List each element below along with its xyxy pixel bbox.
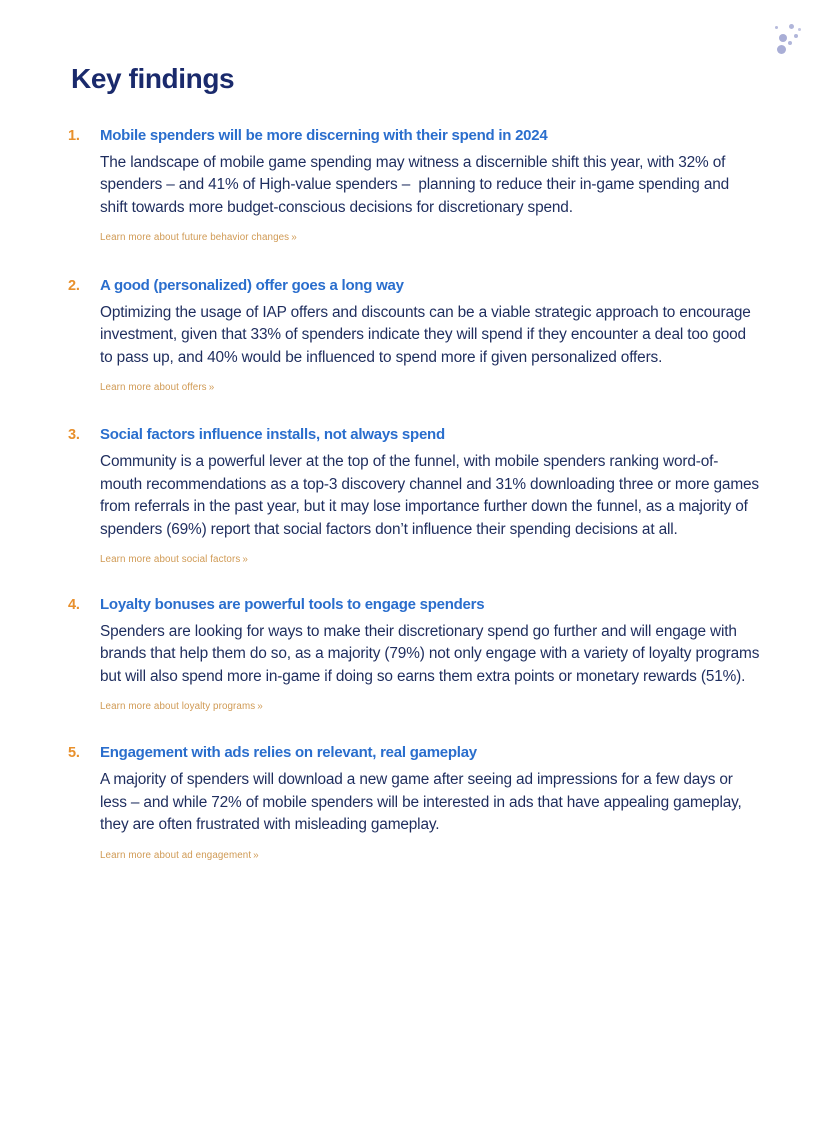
dot-icon	[777, 45, 786, 54]
learn-more-label: Learn more about loyalty programs	[100, 701, 256, 713]
finding-number: 2.	[68, 278, 80, 295]
learn-more-label: Learn more about ad engagement	[100, 849, 252, 861]
finding-heading: Mobile spenders will be more discerning with their spend in 2024	[100, 127, 548, 144]
finding-number: 3.	[68, 427, 80, 444]
finding-item	[0, 596, 832, 714]
finding-heading: Social factors influence installs, not always spend	[100, 426, 445, 444]
double-chevron-right-icon: ››	[253, 849, 258, 861]
double-chevron-right-icon: ››	[291, 232, 296, 244]
key-findings-list	[0, 127, 832, 863]
finding-number: 5.	[68, 745, 80, 762]
finding-heading: A good (personalized) offer goes a long way	[100, 277, 404, 295]
finding-body: The landscape of mobile game spending may witness a discernible shift this year, with 32% of spenders – and 41% of High-value spenders – planning to reduce their in-game spending and shift towards more budget-conscious decisions for discretionary spend.	[100, 153, 734, 216]
learn-more-link[interactable]	[100, 382, 213, 395]
dot-icon	[775, 26, 778, 29]
finding-item	[0, 426, 832, 567]
dot-cluster-decoration-icon	[770, 22, 810, 58]
dot-icon	[789, 24, 794, 29]
finding-body: Spenders are looking for ways to make their discretionary spend go further and will engage with brands that help them do so, as a majority (79%) not only engage with a variety of loyalty programs but will also spend more in-game if doing so earns them extra points or monetary rewards (51%).	[100, 622, 764, 685]
dot-icon	[779, 34, 787, 42]
finding-item	[0, 277, 832, 395]
double-chevron-right-icon: ››	[242, 554, 247, 566]
finding-body: A majority of spenders will download a new game after seeing ad impressions for a few days or less – and while 72% of mobile spenders will be interested in ads that have appealing gameplay, they are often frustrated with misleading gameplay.	[100, 771, 746, 834]
learn-more-label: Learn more about offers	[100, 382, 207, 394]
finding-item	[0, 744, 832, 862]
learn-more-link[interactable]	[100, 701, 262, 714]
dot-icon	[788, 41, 792, 45]
double-chevron-right-icon: ››	[208, 382, 214, 394]
learn-more-link[interactable]	[100, 554, 247, 567]
double-chevron-right-icon: ››	[257, 701, 262, 713]
finding-heading: Loyalty bonuses are powerful tools to engage spenders	[100, 596, 485, 614]
learn-more-link[interactable]	[100, 850, 258, 863]
learn-more-label: Learn more about social factors	[100, 554, 241, 566]
dot-icon	[798, 28, 801, 31]
finding-heading: Engagement with ads relies on relevant, real gameplay	[100, 744, 477, 762]
finding-body: Community is a powerful lever at the top of the funnel, with mobile spenders ranking word-of-mouth recommendations as a top-3 discovery channel and 31% downloading three or more games from referrals in the past year, but it may lose importance further down the funnel, as a majority of spenders (69%) report that social factors don’t influence their spending decisions at all.	[100, 453, 764, 538]
finding-body: Optimizing the usage of IAP offers and discounts can be a viable strategic approach to encourage investment, given that 33% of spenders indicate they will spend if they encounter a deal too good to pass up, and 40% would be influenced to spend more if given personalized offers.	[100, 303, 755, 366]
page-title: Key findings	[71, 63, 235, 94]
dot-icon	[794, 34, 798, 38]
learn-more-link[interactable]	[100, 232, 296, 245]
finding-item	[0, 127, 832, 245]
finding-number: 1.	[68, 128, 80, 144]
learn-more-label: Learn more about future behavior changes	[100, 232, 290, 244]
finding-number: 4.	[68, 597, 80, 614]
